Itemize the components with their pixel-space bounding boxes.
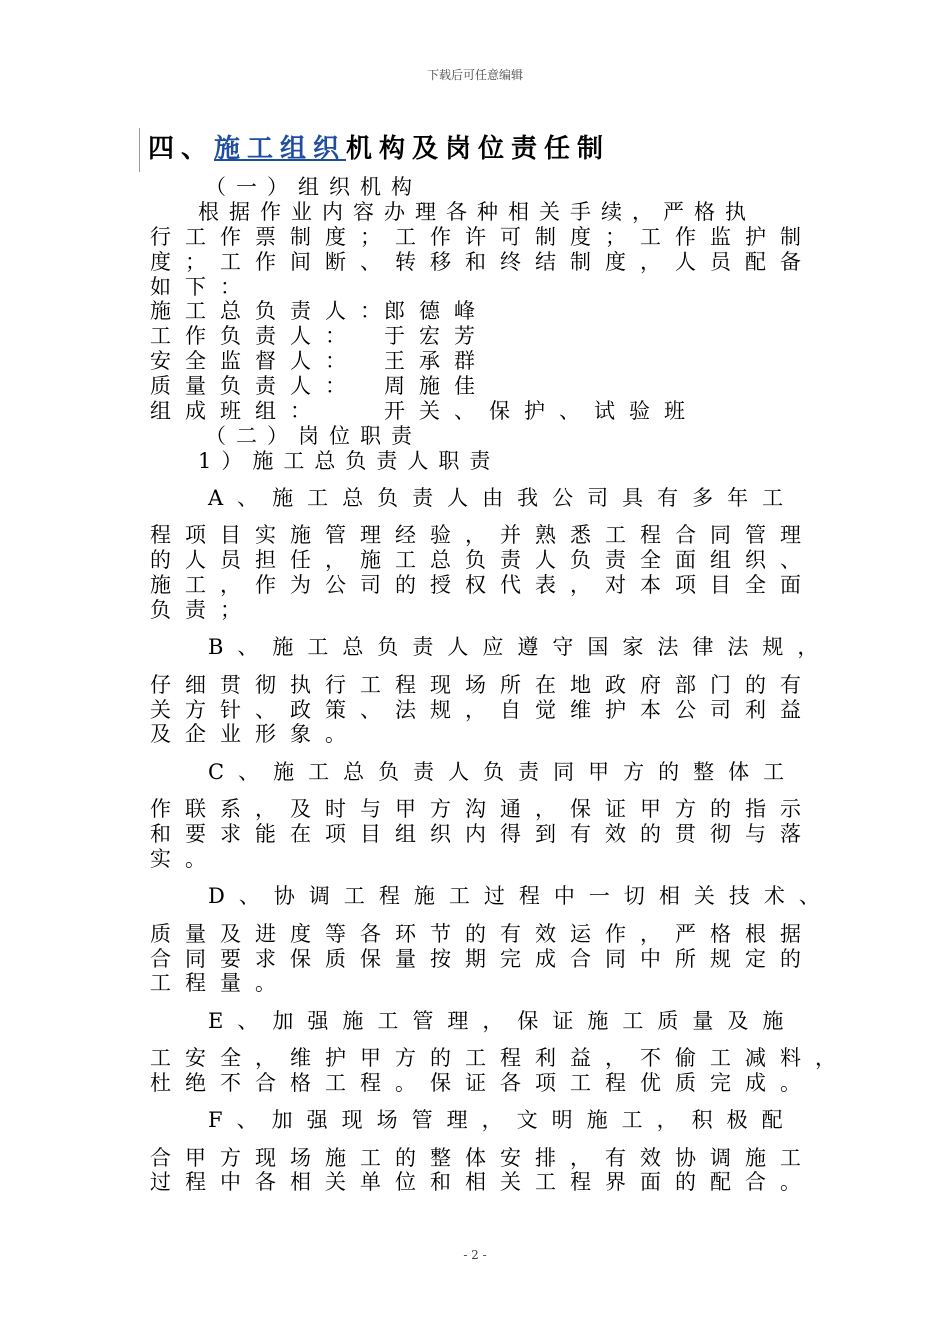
section2-title: （二）岗位职责 — [205, 424, 422, 448]
intro-line: 行工作票制度；工作许可制度；工作监护制 — [150, 225, 815, 249]
duty-item-line: 实。 — [150, 847, 220, 871]
intro-line: 如下： — [150, 275, 255, 299]
intro-line: 根据作业内容办理各种相关手续，严格执 — [198, 200, 756, 224]
duty-item-line: 工安全，维护甲方的工程利益，不偷工减料， — [150, 1046, 850, 1070]
margin-rule — [139, 128, 140, 172]
section1-title: （一）组织机构 — [205, 175, 422, 199]
staff-name: 开关、保护、试验班 — [384, 399, 699, 423]
section-heading — [148, 133, 610, 165]
duty-item-first-line: D、协调工程施工过程中一切相关技术、 — [208, 884, 834, 908]
duty-item-line: 合同要求保质保量按期完成合同中所规定的 — [150, 947, 815, 971]
staff-name: 郎德峰 — [384, 299, 489, 323]
duty-item-line: 杜绝不合格工程。保证各项工程优质完成。 — [150, 1071, 815, 1095]
duty-item-first-line: F、加强现场管理，文明施工，积极配 — [208, 1108, 797, 1132]
heading-prefix: 四、 — [148, 134, 215, 164]
page-header: 下载后可任意编辑 — [426, 68, 523, 82]
staff-role: 安全监督人： — [150, 349, 360, 373]
heading-rest: 机构及岗位责任制 — [346, 134, 611, 164]
page-number: - 2 - — [463, 1248, 487, 1262]
duty-item-line: 施工，作为公司的授权代表，对本项目全面 — [150, 573, 815, 597]
staff-role: 质量负责人： — [150, 374, 360, 398]
duty-item-line: 关方针、政策、法规，自觉维护本公司利益 — [150, 698, 815, 722]
staff-name: 王承群 — [384, 349, 489, 373]
duty-item-line: 过程中各相关单位和相关工程界面的配合。 — [150, 1170, 815, 1194]
duty-item-line: 和要求能在项目组织内得到有效的贯彻与落 — [150, 822, 815, 846]
intro-line: 度；工作间断、转移和终结制度，人员配备 — [150, 250, 815, 274]
duty-item-line: 的人员担任，施工总负责人负责全面组织、 — [150, 548, 815, 572]
duty-item-line: 程项目实施管理经验，并熟悉工程合同管理 — [150, 523, 815, 547]
duty-item-first-line: A、施工总负责人由我公司具有多年工 — [208, 486, 798, 510]
duty-item-line: 作联系，及时与甲方沟通，保证甲方的指示 — [150, 797, 815, 821]
section2-subtitle: 1）施工总负责人职责 — [198, 449, 501, 473]
heading-link[interactable]: 施工组织 — [214, 134, 347, 164]
staff-name: 周施佳 — [384, 374, 489, 398]
staff-role: 组成班组： — [150, 399, 325, 423]
staff-role: 工作负责人： — [150, 324, 360, 348]
staff-name: 于宏芳 — [384, 324, 489, 348]
staff-role: 施工总负责人： — [150, 299, 395, 323]
duty-item-first-line: E、加强施工管理，保证施工质量及施 — [208, 1009, 798, 1033]
duty-item-line: 及企业形象。 — [150, 722, 360, 746]
duty-item-line: 负责； — [150, 598, 255, 622]
duty-item-line: 工程量。 — [150, 971, 290, 995]
duty-item-first-line: B、施工总负责人应遵守国家法律法规， — [208, 635, 833, 659]
duty-item-line: 合甲方现场施工的整体安排，有效协调施工 — [150, 1146, 815, 1170]
duty-item-line: 仔细贯彻执行工程现场所在地政府部门的有 — [150, 673, 815, 697]
duty-item-line: 质量及进度等各环节的有效运作，严格根据 — [150, 922, 815, 946]
duty-item-first-line: C、施工总负责人负责同甲方的整体工 — [208, 760, 799, 784]
